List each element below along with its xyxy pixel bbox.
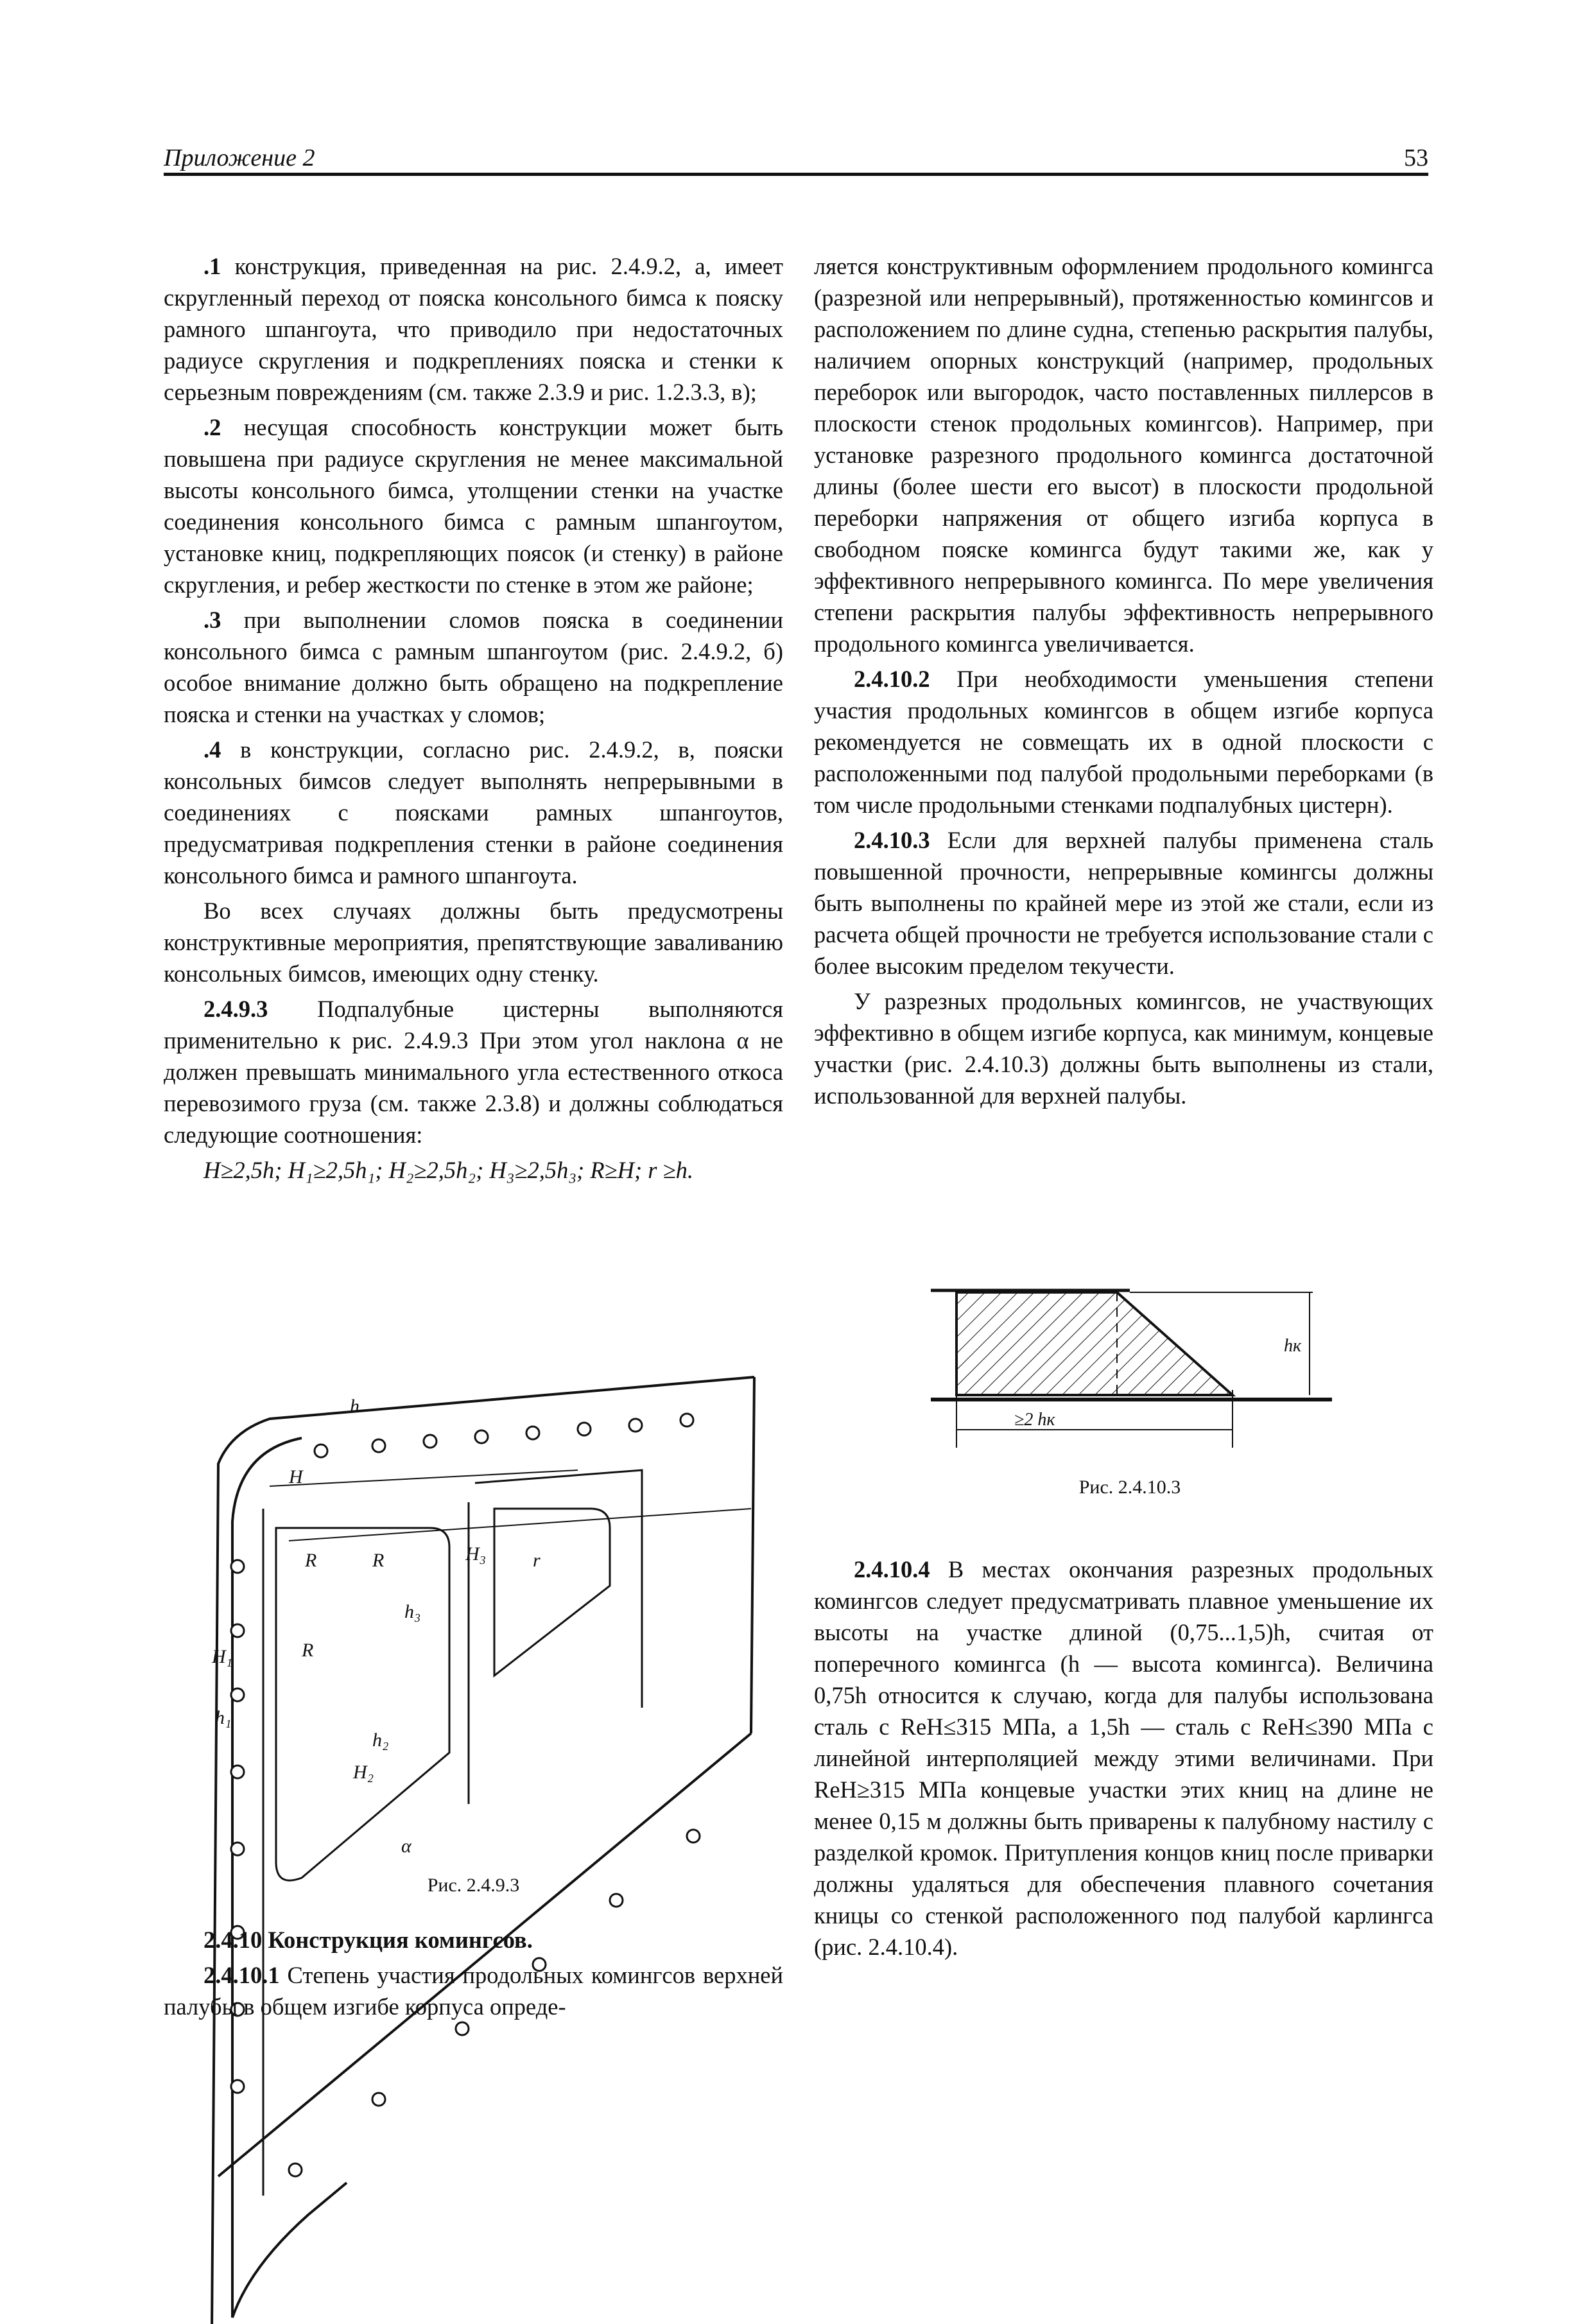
- figure-2-4-10-3: [924, 1287, 1335, 1467]
- label-h1: h₁: [215, 1707, 232, 1728]
- running-head: [164, 140, 1428, 176]
- figure-caption-2-4-9-3: Рис. 2.4.9.3: [427, 1875, 520, 1896]
- label-hk: hк: [1284, 1336, 1302, 1356]
- left-column: [164, 250, 783, 1190]
- paragraph: 2.4.10.3 Если для верхней палубы применена сталь повышенной прочности, непрерывные комингсы должны быть выполнены по крайней мере из этой же стали, если из расчета общей прочности не требуется использование стали с более высоким пределом текучести.: [814, 827, 1433, 979]
- paragraph: 2.4.10.2 При необходимости уменьшения степени участия продольных комингсов в общем изгибе корпуса рекомендуется не совмещать их в одной плоскости с расположенными под палубой продольными переборками (в том числе продольными стенками подпалубных цистерн).: [814, 666, 1433, 818]
- right-column-bottom: [814, 1554, 1433, 1966]
- right-column: [814, 250, 1433, 1115]
- figure-caption-2-4-10-3: Рис. 2.4.10.3: [1078, 1477, 1181, 1498]
- label-2hk: ≥2 hк: [1014, 1410, 1055, 1430]
- paragraph: 2.4.10.1 Степень участия продольных комингсов верхней палубы в общем изгибе корпуса опреде-: [164, 1962, 783, 2020]
- section-heading: 2.4.10 Конструкция комингсов.: [203, 1927, 533, 1953]
- label-H1: H₁: [212, 1646, 233, 1667]
- paragraph: Во всех случаях должны быть предусмотрены конструктивные мероприятия, препятствующие заваливанию консольных бимсов, имеющих одну стенку.: [164, 898, 783, 987]
- label-R-low: R: [302, 1640, 314, 1661]
- label-R-top-2: R: [372, 1550, 385, 1571]
- formula: H≥2,5h; H₁≥2,5h₁; H₂≥2,5h₂; H₃≥2,5h₃; R≥H; r ≥h.: [203, 1157, 694, 1183]
- figure-2-4-9-3: [193, 1374, 783, 2324]
- header-rule: [164, 173, 1428, 176]
- paragraph: .1 конструкция, приведенная на рис. 2.4.9.2, а, имеет скругленный переход от пояска консольного бимса к пояску рамного шпангоута, что приводило при недостаточных радиусе скругления и подкреплениях пояска и стенки к серьезным повреждениям (см. также 2.3.9 и рис. 1.2.3.3, в);: [164, 253, 783, 405]
- label-H2: H₂: [353, 1762, 374, 1783]
- label-H: H: [289, 1466, 303, 1487]
- coaming-end-drawing: [924, 1287, 1335, 1467]
- label-r: r: [533, 1550, 541, 1571]
- label-alpha: α: [401, 1835, 411, 1857]
- left-column-bottom: [164, 1924, 783, 2026]
- running-head-title: Приложение 2: [164, 144, 315, 171]
- page-number: 53: [1404, 144, 1428, 171]
- label-R-top-1: R: [305, 1550, 317, 1571]
- tank-section-drawing: [193, 1374, 783, 2324]
- label-h: h: [350, 1396, 359, 1417]
- label-h2: h₂: [372, 1730, 389, 1751]
- paragraph: 2.4.9.3 Подпалубные цистерны выполняются применительно к рис. 2.4.9.3 При этом угол наклона α не должен превышать минимального угла естественного откоса перевозимого груза (см. также 2.3.8) и должны соблюдаться следующие соотношения:: [164, 996, 783, 1148]
- paragraph: 2.4.10.4 В местах окончания разрезных продольных комингсов следует предусматривать плавное уменьшение их высоты на участке длиной (0,75...1,5)h, считая от поперечного комингса (h — высота комингса). Величина 0,75h относится к случаю, когда для палубы использована сталь с ReH≤315 МПа, а 1,5h — сталь с ReH≤390 МПа с линейной интерполяцией между этими величинами. При ReH≥315 МПа концевые участки этих книц на длине не менее 0,15 м должны быть приварены к палубному настилу с разделкой кромок. Притупления концов книц после приварки должны удаляться для обеспечения плавного сочетания кницы со стенкой расположенного под палубой карлингса (рис. 2.4.10.4).: [814, 1556, 1433, 1960]
- paragraph: .3 при выполнении сломов пояска в соединении консольного бимса с рамным шпангоутом (рис. 2.4.9.2, б) особое внимание должно быть обращено на подкрепление пояска и стенки на участках у сломов;: [164, 607, 783, 727]
- label-H3: H₃: [465, 1543, 487, 1565]
- label-h3: h₃: [404, 1601, 421, 1622]
- paragraph: ляется конструктивным оформлением продольного комингса (разрезной или непрерывный), протяженностью комингсов и расположением по длине судна, степенью раскрытия палубы, наличием опорных конструкций (например, продольных переборок или выгородок, часто поставленных пиллерсов в плоскости стенок продольных комингсов). Например, при установке разрезного продольного комингса достаточной длины (более шести его высот) в плоскости продольной переборки напряжения от общего изгиба корпуса в свободном пояске комингса будут такими же, как у эффективного непрерывного комингса. По мере увеличения степени раскрытия палубы эффективность непрерывного продольного комингса увеличивается.: [814, 253, 1433, 657]
- paragraph: .4 в конструкции, согласно рис. 2.4.9.2, в, пояски консольных бимсов следует выполнять непрерывными в соединениях с поясками рамных шпангоутов, предусматривая подкрепления стенки в районе соединения консольного бимса и рамного шпангоута.: [164, 736, 783, 889]
- paragraph: У разрезных продольных комингсов, не участвующих эффективно в общем изгибе корпуса, как минимум, концевые участки (рис. 2.4.10.3) должны быть выполнены из стали, использованной для верхней палубы.: [814, 988, 1433, 1109]
- paragraph: .2 несущая способность конструкции может быть повышена при радиусе скругления не менее максимальной высоты консольного бимса, утолщении стенки на участке соединения консольного бимса с рамным шпангоутом, установке книц, подкрепляющих поясок (и стенку) в районе скругления, и ребер жесткости по стенке в этом же районе;: [164, 414, 783, 598]
